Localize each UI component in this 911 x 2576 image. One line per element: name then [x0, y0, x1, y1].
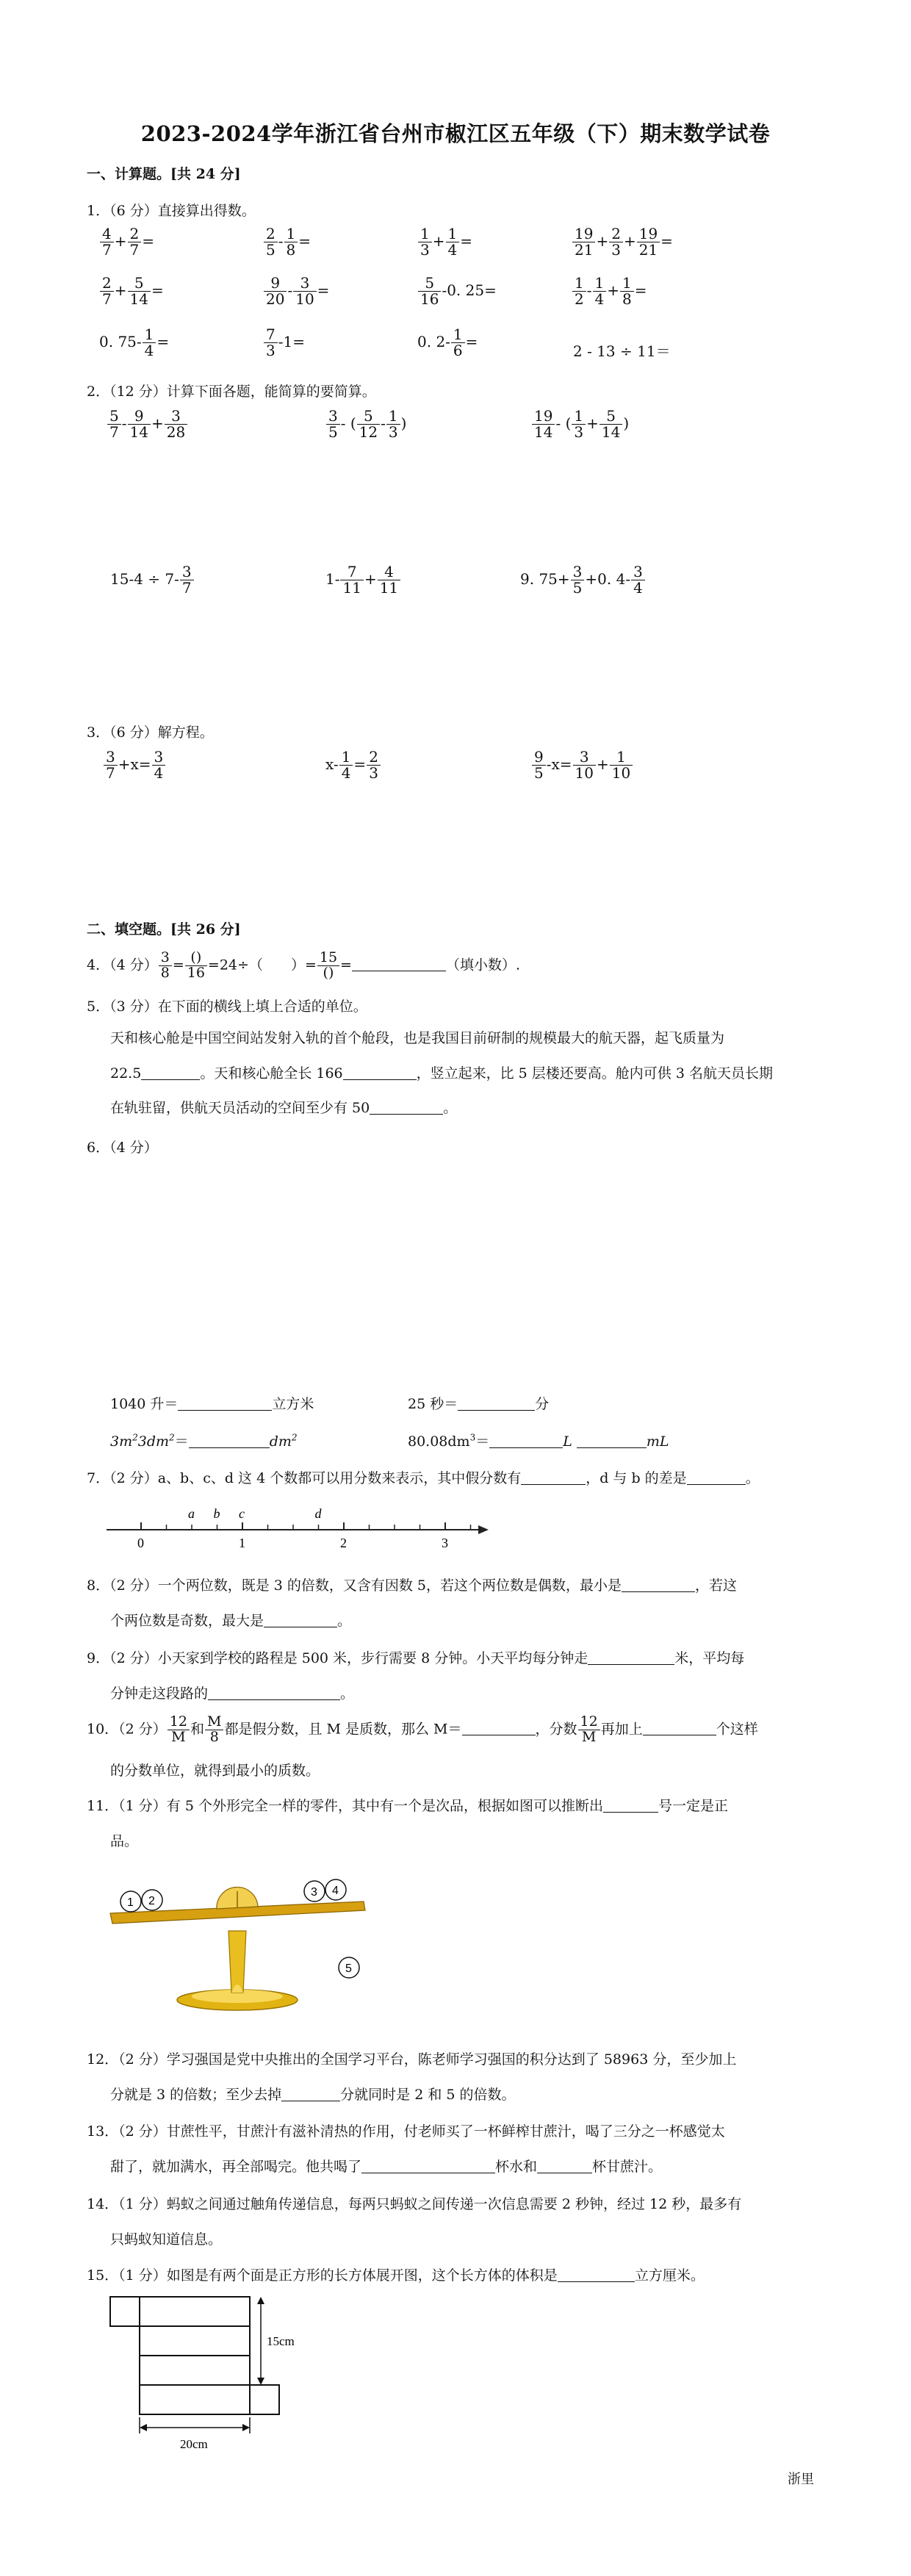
answer-blank[interactable] — [462, 1721, 536, 1735]
page-title: 2023-2024学年浙江省台州市椒江区五年级（下）期末数学试卷 — [140, 121, 771, 146]
section-heading-calculation: 一、计算题。[共 24 分] — [87, 166, 241, 182]
answer-blank[interactable] — [643, 1721, 716, 1735]
number-line-ticks — [141, 1522, 471, 1530]
answer-blank[interactable] — [343, 1065, 417, 1080]
net-square-face-bottom — [250, 2385, 279, 2414]
question-13-line-1: 13．（2 分）甘蔗性平，甘蔗汁有滋补清热的作用，付老师买了一杯鲜榨甘蔗汁，喝了三分之一杯感觉太 — [87, 2123, 725, 2140]
part-2 — [142, 1890, 162, 1910]
q1-expr-10: $\frac{7}{3}$ -1= — [263, 327, 305, 359]
q1-expr-5: $\frac{2}{7}$ + $\frac{5}{14}$ = — [99, 276, 164, 307]
question-2-label: 2．（12 分）计算下面各题，能简算的要简算。 — [87, 384, 376, 400]
question-12-line-1: 12．（2 分）学习强国是党中央推出的全国学习平台，陈老师学习强国的积分达到了 58963 分，至少加上 — [87, 2051, 737, 2068]
cuboid-net-figure — [107, 2292, 327, 2458]
svg-text:2: 2 — [148, 1895, 155, 1907]
section-heading-fill-in: 二、填空题。[共 26 分] — [87, 921, 241, 938]
answer-blank[interactable] — [189, 1433, 270, 1448]
question-4: 4．（4 分） $\frac{3}{8}$ = $\frac{()}{16}$ =24÷（ ）= $\frac{15}{()}$ = （填小数）. — [87, 949, 521, 981]
answer-blank[interactable] — [521, 1470, 586, 1485]
q1-expr-2: $\frac{2}{5}$ - $\frac{1}{8}$ = — [263, 226, 311, 258]
question-1-label: 1．（6 分）直接算出得数。 — [87, 203, 256, 219]
tick-label: 0 — [137, 1536, 144, 1550]
answer-blank[interactable] — [178, 1396, 272, 1411]
axis-arrow-icon — [478, 1525, 489, 1534]
point-label-a: a — [188, 1506, 195, 1521]
q2-expr-2: $\frac{3}{5}$ - ( $\frac{5}{12}$ - $\frac{1}{3}$ ) — [325, 409, 406, 440]
q2-expr-1: $\frac{5}{7}$ - $\frac{9}{14}$ + $\frac{3}{28}$ — [107, 409, 188, 440]
question-11-line-1: 11．（1 分）有 5 个外形完全一样的零件，其中有一个是次品，根据如图可以推断出 号一定是正 — [87, 1798, 728, 1814]
q2-expr-3: $\frac{19}{14}$ - ( $\frac{1}{3}$ + $\frac{5}{14}$ ) — [531, 409, 629, 440]
svg-text:3: 3 — [311, 1886, 317, 1899]
answer-blank[interactable] — [577, 1433, 647, 1448]
footer-mark: 浙里 — [788, 2472, 814, 2487]
question-3-label: 3．（6 分）解方程。 — [87, 724, 214, 741]
answer-blank[interactable] — [489, 1433, 563, 1448]
answer-blank[interactable] — [558, 2267, 635, 2282]
question-6-label: 6．（4 分） — [87, 1140, 158, 1156]
left-pan-parts — [120, 1890, 162, 1912]
q1-expr-9: 0. 75- $\frac{1}{4}$ = — [99, 325, 170, 359]
q1-expr-1: $\frac{4}{7}$ + $\frac{2}{7}$ = — [99, 226, 154, 258]
q3-equation-1: $\frac{3}{7}$ +x= $\frac{3}{4}$ — [103, 749, 166, 781]
answer-blank[interactable] — [603, 1798, 658, 1813]
answer-blank[interactable] — [537, 2159, 592, 2173]
q5-paragraph-line-3: 在轨驻留，供航天员活动的空间至少有 50 。 — [110, 1100, 458, 1116]
tick-label: 3 — [442, 1536, 448, 1550]
question-9-line-2: 分钟走这段路的 。 — [110, 1685, 355, 1702]
answer-blank[interactable] — [264, 1613, 337, 1627]
right-pan-parts — [304, 1879, 346, 1902]
point-label-b: b — [213, 1506, 220, 1521]
question-13-line-2: 甜了，就加满水，再全部喝完。他共喝了 杯水和 杯甘蔗汁。 — [110, 2159, 663, 2175]
q1-expr-12: 2 - 13 ÷ 11＝ — [573, 342, 671, 360]
net-face-1 — [140, 2297, 250, 2326]
part-4 — [325, 1879, 346, 1900]
svg-text:1: 1 — [127, 1896, 134, 1909]
net-face-4 — [140, 2385, 250, 2414]
width-label: 20cm — [180, 2437, 208, 2451]
q2-expr-6: 9. 75+ $\frac{3}{5}$ +0. 4- $\frac{3}{4}$ — [520, 564, 646, 596]
q3-equation-2: x- $\frac{1}{4}$ = $\frac{2}{3}$ — [325, 749, 381, 781]
question-9-line-1: 9．（2 分）小天家到学校的路程是 500 米，步行需要 8 分钟。小天平均每分钟走 米，平均每 — [87, 1650, 745, 1666]
q1-expr-4: $\frac{19}{21}$ + $\frac{2}{3}$ + $\frac{19}{21}$ = — [572, 226, 673, 258]
off-scale-part — [339, 1957, 359, 1978]
q6-item-2: 25 秒＝ 分 — [408, 1396, 550, 1412]
height-label: 15cm — [267, 2334, 295, 2348]
q6-item-3: $3m^23dm^2= dm^2$ — [110, 1432, 298, 1450]
arrow-up-icon — [257, 2297, 264, 2304]
question-10-line-2: 的分数单位，就得到最小的质数。 — [110, 1763, 320, 1779]
question-8-line-2: 个两位数是奇数，最大是 。 — [110, 1613, 352, 1629]
q1-expr-11: 0. 2- $\frac{1}{6}$ = — [417, 325, 478, 359]
question-12-line-2: 分就是 3 的倍数；至少去掉 分就同时是 2 和 5 的倍数。 — [110, 2087, 516, 2103]
question-7: 7．（2 分）a、b、c、d 这 4 个数都可以用分数来表示，其中假分数有 ，d 与 b 的差是 。 — [87, 1470, 760, 1486]
answer-blank[interactable] — [370, 1100, 443, 1115]
question-11-line-2: 品。 — [110, 1833, 139, 1849]
answer-blank[interactable] — [352, 957, 446, 971]
answer-blank[interactable] — [458, 1396, 535, 1411]
part-5 — [339, 1957, 359, 1978]
q1-expr-7: $\frac{5}{16}$ -0. 25= — [417, 276, 497, 307]
arrow-down-icon — [257, 2378, 264, 2385]
q6-item-4: $80.08dm^3= L$ mL — [408, 1432, 669, 1450]
q2-expr-4: 15-4 ÷ 7- $\frac{3}{7}$ — [110, 564, 195, 596]
scale-pillar — [228, 1931, 246, 1993]
answer-blank[interactable] — [622, 1577, 695, 1592]
part-3 — [304, 1881, 325, 1902]
answer-blank[interactable] — [281, 2087, 340, 2101]
q6-item-1: 1040 升＝ 立方米 — [110, 1396, 314, 1412]
arrow-right-icon — [242, 2424, 250, 2431]
question-14-line-1: 14．（1 分）蚂蚁之间通过触角传递信息，每两只蚂蚁之间传递一次信息需要 2 秒钟，经过 12 秒，最多有 — [87, 2196, 742, 2212]
question-14-line-2: 只蚂蚁知道信息。 — [110, 2231, 223, 2248]
point-label-c: c — [239, 1506, 245, 1521]
net-face-3 — [140, 2356, 250, 2385]
net-face-2 — [140, 2326, 250, 2356]
q1-expr-8: $\frac{1}{2}$ - $\frac{1}{4}$ + $\frac{1}{8}$ = — [572, 276, 647, 307]
question-10-line-1: 10．（2 分） $\frac{12}{M}$ 和 $\frac{M}{8}$ 都是假分数，且 M 是质数，那么 M＝ ，分数 $\frac{12}{M}$ 再加上 个这样 — [87, 1713, 758, 1745]
answer-blank[interactable] — [361, 2159, 495, 2173]
answer-blank[interactable] — [687, 1470, 746, 1485]
svg-text:4: 4 — [332, 1885, 339, 1897]
q5-paragraph-line-2: 22.5 。天和核心舱全长 166 ，竖立起来，比 5 层楼还要高。舱内可供 3 名航天员长期 — [110, 1065, 773, 1082]
q5-paragraph-line-1: 天和核心舱是中国空间站发射入轨的首个舱段，也是我国目前研制的规模最大的航天器，起飞质量为 — [110, 1030, 725, 1046]
point-label-d: d — [314, 1506, 322, 1521]
part-1 — [120, 1891, 141, 1912]
svg-text:5: 5 — [345, 1962, 352, 1975]
q2-expr-5: 1- $\frac{7}{11}$ + $\frac{4}{11}$ — [325, 564, 401, 596]
tick-label: 1 — [239, 1536, 245, 1550]
question-8-line-1: 8．（2 分）一个两位数，既是 3 的倍数，又含有因数 5，若这个两位数是偶数，最小是 ，若这 — [87, 1577, 738, 1594]
answer-blank[interactable] — [208, 1685, 340, 1700]
number-line-figure — [103, 1499, 492, 1556]
balance-scale-figure — [107, 1866, 400, 2013]
net-square-face-top — [110, 2297, 140, 2326]
q1-expr-3: $\frac{1}{3}$ + $\frac{1}{4}$ = — [417, 226, 472, 258]
question-15: 15．（1 分）如图是有两个面是正方形的长方体展开图，这个长方体的体积是 立方厘米。 — [87, 2267, 705, 2284]
number-line-labels — [137, 1536, 448, 1550]
arrow-left-icon — [140, 2424, 147, 2431]
answer-blank[interactable] — [588, 1650, 674, 1665]
q3-equation-3: $\frac{9}{5}$ -x= $\frac{3}{10}$ + $\frac{1}{10}$ — [531, 749, 633, 781]
number-line-points — [188, 1506, 323, 1521]
question-5-label: 5．（3 分）在下面的横线上填上合适的单位。 — [87, 999, 367, 1015]
answer-blank[interactable] — [141, 1065, 200, 1080]
q1-expr-6: $\frac{9}{20}$ - $\frac{3}{10}$ = — [263, 276, 329, 307]
tick-label: 2 — [340, 1536, 347, 1550]
